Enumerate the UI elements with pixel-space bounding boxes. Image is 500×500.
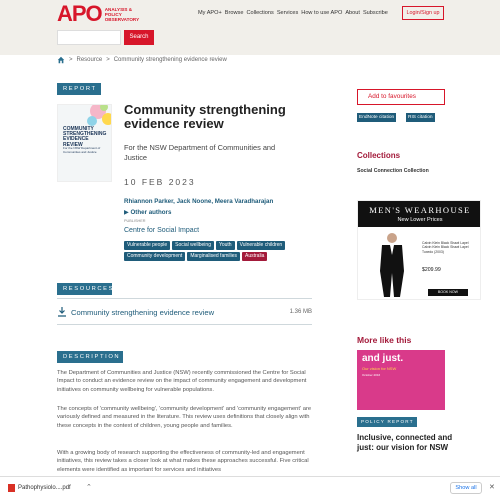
ad-cta-button[interactable]: BOOK NOW: [428, 289, 468, 296]
nav-collections[interactable]: Collections: [246, 10, 274, 16]
nav-subscribe[interactable]: Subscribe: [362, 10, 388, 16]
home-icon[interactable]: [57, 56, 65, 64]
ad-price: $209.99: [422, 267, 441, 273]
ris-citation-button[interactable]: RIS citation: [408, 115, 433, 120]
nav-browse[interactable]: Browse: [224, 10, 244, 16]
nav-how-to-use[interactable]: How to use APO: [301, 10, 343, 16]
report-cover-image[interactable]: [57, 104, 112, 182]
advertisement[interactable]: [357, 200, 481, 300]
report-label: REPORT: [57, 83, 101, 95]
more-like-this-heading: More like this: [357, 335, 412, 345]
ad-header: [358, 201, 481, 227]
other-authors-label: Other authors: [130, 209, 172, 216]
cover-subtitle: For the NSW Department of Communities and Justice: [63, 146, 101, 154]
search-input[interactable]: [57, 30, 121, 45]
add-to-favourites-button[interactable]: Add to favourites: [357, 89, 445, 105]
other-authors-toggle[interactable]: [124, 209, 171, 216]
promo-headline: and just.: [362, 353, 404, 364]
show-all-button[interactable]: Show all: [450, 482, 482, 494]
collection-link[interactable]: Social Connection Collection: [357, 168, 429, 174]
divider: [57, 324, 312, 325]
publication-date: 10 FEB 2023: [124, 177, 196, 187]
ad-product-image: [372, 231, 412, 299]
breadcrumb-separator: >: [106, 57, 110, 63]
breadcrumb-separator: >: [69, 57, 73, 63]
download-bar: [0, 476, 500, 500]
related-report-title[interactable]: Inclusive, connected and just: our vision for NSW: [357, 433, 453, 452]
tag-location[interactable]: Australia: [242, 252, 267, 261]
breadcrumb: [57, 56, 227, 64]
breadcrumb-current: Community strengthening evidence review: [113, 57, 227, 63]
description-paragraph: The concepts of 'community wellbeing', 'community development' and 'community engagement' are variously defined and measured in the literature. This review uses definitions that closely align with these concepts in the context of children, young people and families.: [57, 406, 312, 429]
description-paragraph: The Department of Communities and Justice (NSW) recently commissioned the Centre for Social Impact to conduct an evidence review on the impact of community engagement and development initiatives on community wellbeing for vulnerable populations.: [57, 370, 307, 393]
ad-tagline: New Lower Prices: [397, 217, 443, 223]
download-item[interactable]: [8, 484, 71, 492]
nav-services[interactable]: Services: [276, 10, 299, 16]
tag[interactable]: Community development: [124, 252, 185, 261]
related-report-image[interactable]: [357, 350, 445, 410]
tag[interactable]: Marginalised families: [187, 252, 240, 261]
close-icon[interactable]: ✕: [489, 484, 495, 491]
tag[interactable]: Youth: [216, 241, 235, 250]
report-subtitle: For the NSW Department of Communities and Justice: [124, 143, 276, 162]
download-icon[interactable]: [57, 307, 67, 317]
search-button[interactable]: Search: [124, 30, 154, 45]
tag[interactable]: Social wellbeing: [172, 241, 214, 250]
resources-label: RESOURCES: [57, 283, 112, 295]
pdf-file-icon: [8, 484, 15, 492]
description-label: DESCRIPTION: [57, 351, 123, 363]
logo-subtext: ANALYSIS & POLICY OBSERVATORY: [104, 6, 140, 22]
endnote-citation-button[interactable]: EndNote citation: [359, 115, 395, 120]
description-paragraph: With a growing body of research supporting the effectiveness of community-led and engagement initiatives, this review takes a closer look at what makes these approaches successful. Five critical elements were identified as important for services and initiatives: [57, 450, 309, 473]
resource-item[interactable]: [57, 306, 312, 318]
download-filename: Pathophysiolo....pdf: [18, 485, 71, 491]
login-button[interactable]: Login/Sign up: [402, 6, 444, 20]
chevron-up-icon[interactable]: ⌃: [86, 484, 92, 491]
main-nav: [198, 10, 388, 16]
cover-decoration: [57, 105, 111, 127]
nav-about[interactable]: About: [345, 10, 360, 16]
apo-logo[interactable]: [57, 1, 145, 26]
promo-subline: Our vision for NSW: [362, 366, 397, 371]
logo-text: APO: [57, 1, 102, 26]
collections-heading: Collections: [357, 151, 401, 160]
ad-brand: MEN'S WEARHOUSE: [369, 205, 471, 215]
resource-title[interactable]: Community strengthening evidence review: [71, 307, 215, 317]
authors[interactable]: Rhiannon Parker, Jack Noone, Meera Varadharajan: [124, 198, 274, 205]
nav-my-apo[interactable]: My APO+: [198, 10, 222, 16]
policy-report-label: POLICY REPORT: [357, 417, 417, 427]
promo-date: October 2016: [362, 373, 381, 377]
caret-right-icon: ▶: [124, 209, 131, 216]
cover-title: COMMUNITY STRENGTHENING EVIDENCE REVIEW: [63, 126, 107, 148]
tag[interactable]: Vulnerable children: [237, 241, 286, 250]
divider: [57, 298, 312, 299]
page-title: Community strengthening evidence review: [124, 102, 286, 131]
publisher-link[interactable]: Centre for Social Impact: [124, 227, 200, 234]
breadcrumb-resource[interactable]: Resource: [76, 57, 103, 63]
tag[interactable]: Vulnerable people: [124, 241, 170, 250]
publisher-label: PUBLISHER: [124, 219, 146, 223]
tag-list: [124, 241, 314, 261]
resource-size: 1.36 MB: [289, 309, 312, 315]
ad-product-name: Calvin Klein Black Shawl Lapel Calvin Klein Black Shawl Lapel Tuxedo (2003): [422, 241, 469, 254]
